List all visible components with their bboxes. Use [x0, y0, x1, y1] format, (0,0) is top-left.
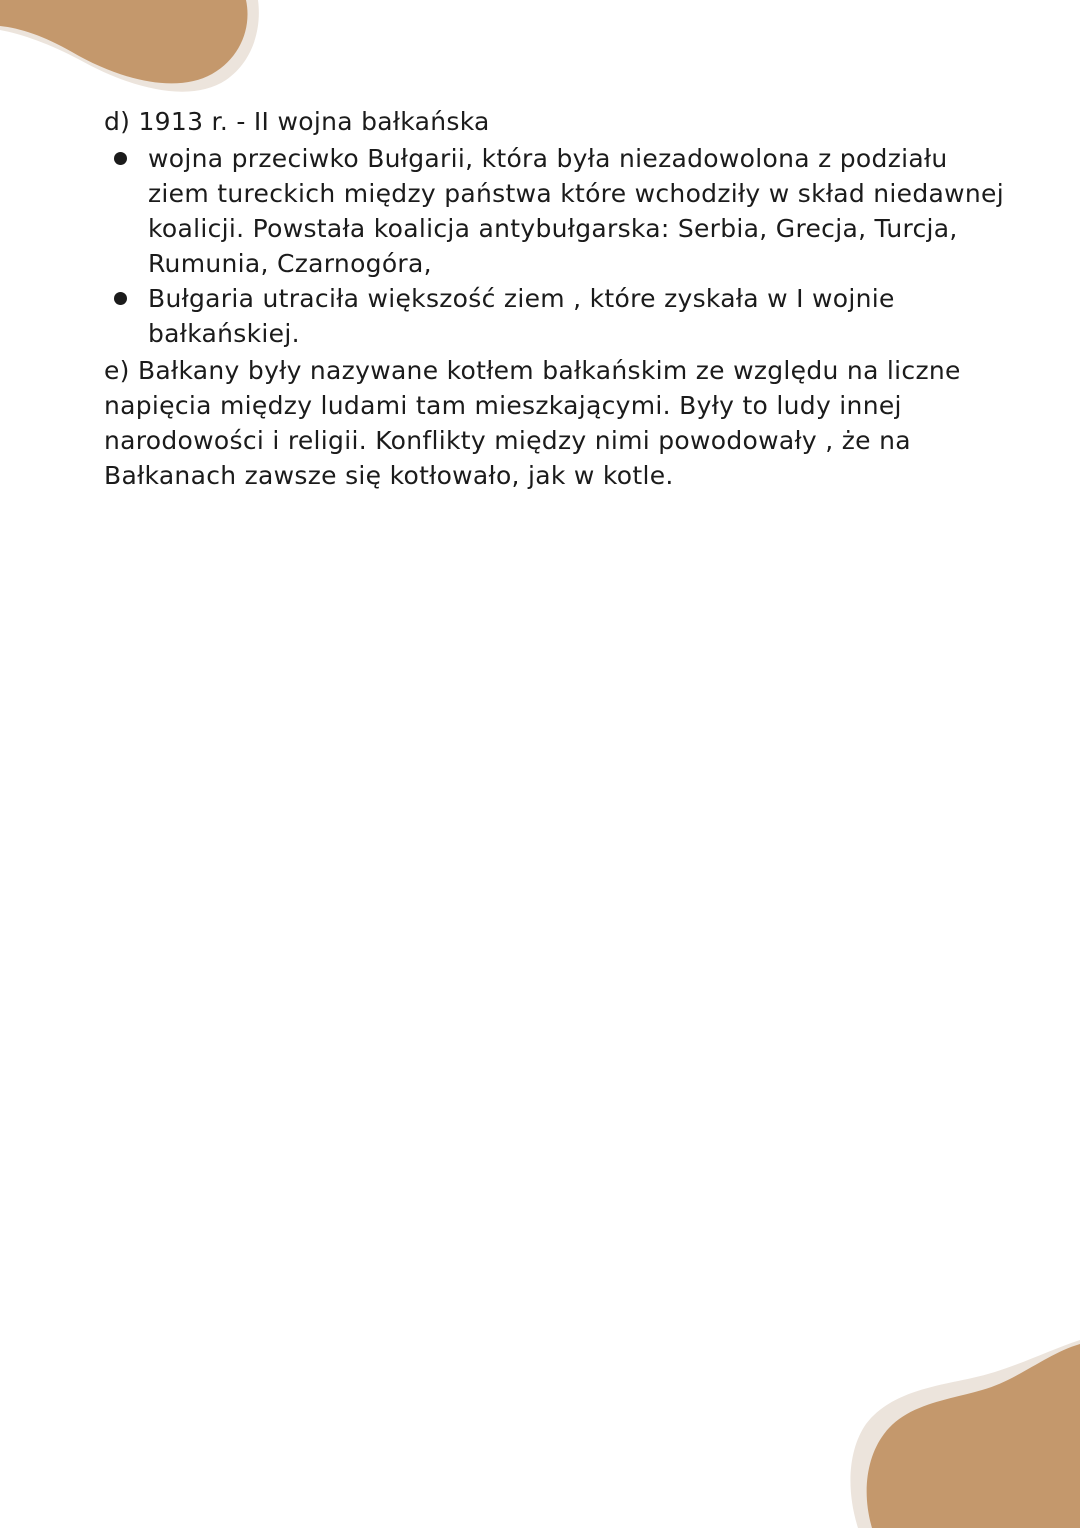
bullet-1-line-2: ziem tureckich między państwa które wchodziły w skład niedawnej — [148, 179, 1004, 208]
list-item — [104, 281, 984, 351]
bullet-1-line-3: koalicji. Powstała koalicja antybułgarska: Serbia, Grecja, Turcja, — [148, 214, 958, 243]
section-e-line-4: Bałkanach zawsze się kotłowało, jak w kotle. — [104, 461, 674, 490]
bullet-1-line-4: Rumunia, Czarnogóra, — [148, 249, 432, 278]
section-e-line-2: napięcia między ludami tam mieszkającymi. Były to ludy innej — [104, 391, 902, 420]
bullet-1-line-1: wojna przeciwko Bułgarii, która była niezadowolona z podziału — [148, 144, 948, 173]
bullet-icon — [114, 152, 127, 165]
section-e-line-3: narodowości i religii. Konflikty między nimi powodowały , że na — [104, 426, 911, 455]
notes-content — [104, 104, 1004, 493]
bullet-icon — [114, 292, 127, 305]
bullet-2-line-1: Bułgaria utraciła większość ziem , które zyskała w I wojnie — [148, 284, 895, 313]
section-d-heading: d) 1913 r. - II wojna bałkańska — [104, 107, 490, 136]
list-item — [104, 141, 1004, 281]
bottom-right-blob-dark — [867, 1344, 1080, 1528]
top-left-blob-dark — [0, 0, 248, 83]
section-d-bullet-list — [104, 141, 1004, 351]
section-e-line-1: e) Bałkany były nazywane kotłem bałkańskim ze względu na liczne — [104, 356, 961, 385]
section-e-paragraph — [104, 353, 984, 493]
bullet-2-line-2: bałkańskiej. — [148, 319, 300, 348]
